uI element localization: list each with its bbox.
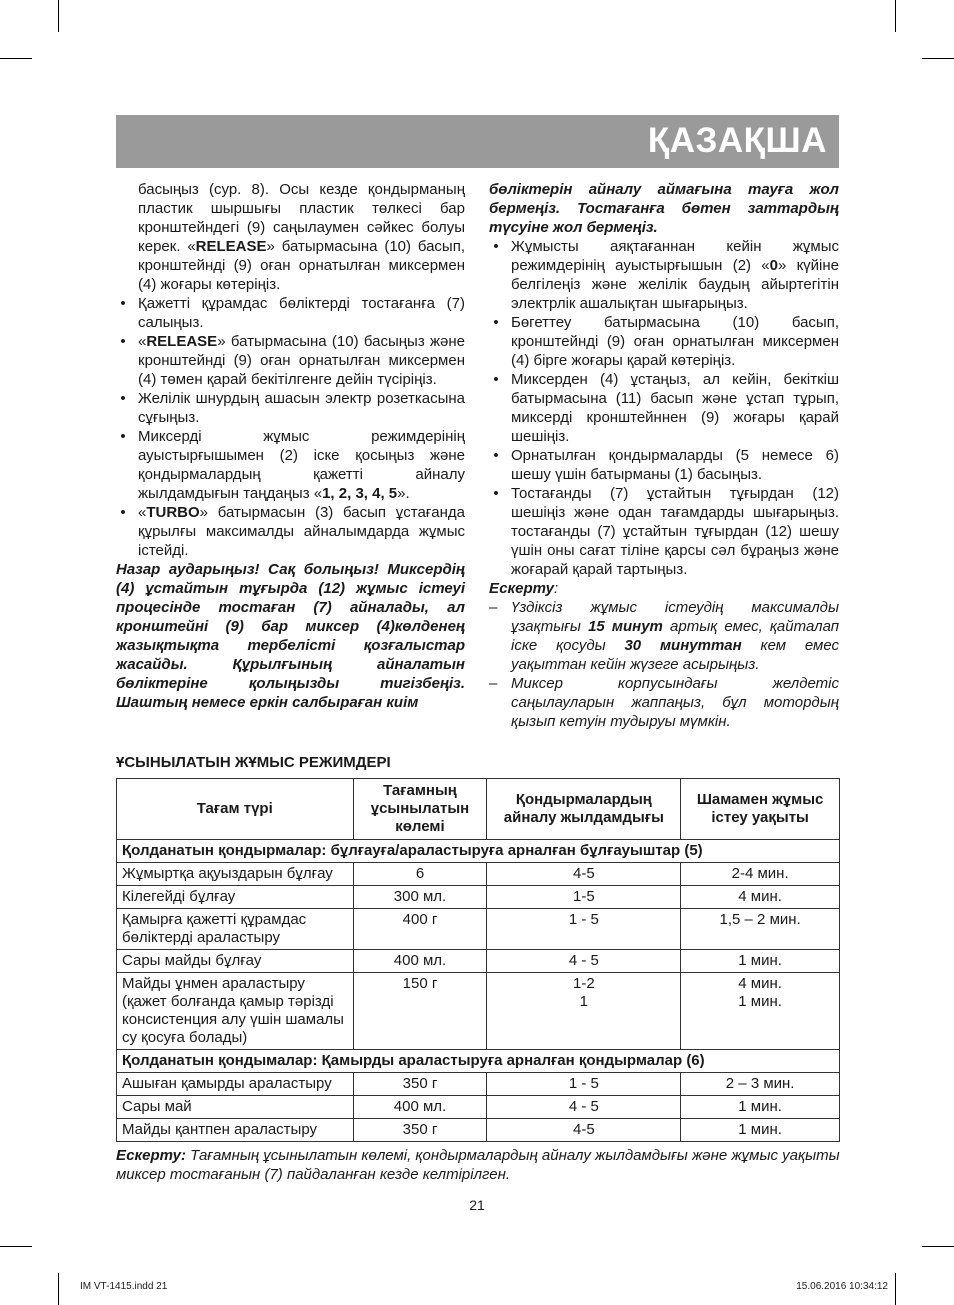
slug-timestamp: 15.06.2016 10:34:12 (796, 1281, 888, 1292)
table-footnote: Ескерту: Тағамның ұсынылатын көлемі, қондырмалардың айналу жылдамдығы және жұмыс уақыты миксер тостағанын (7) пайдаланған кезде келтірілген. (116, 1147, 840, 1183)
crop-mark (922, 58, 954, 59)
table-header-row (117, 779, 840, 840)
intro-paragraph: басыңыз (сур. 8). Осы кезде қондырманың пластик шыршығы пластик төлкесі бар кронштейндегі (9) саңылаумен сәйкес болуы керек. «RELEASE» батырмасына (10) басып, кронштейнді (9) оған орнатылған миксермен (4) жоғары көтеріңіз. (138, 181, 466, 293)
list-item: • Желілік шнурдың ашасын электр розеткасына сұғыңыз. (120, 390, 465, 426)
note-item: – Үздіксіз жұмыс істеудің максималды ұзақтығы 15 минут артық емес, қайталап іске қосуды 30 минуттан кем емес уақыттан кейін жүзеге асырыңыз. (489, 599, 840, 673)
crop-mark (922, 1246, 954, 1247)
table-row: Жұмыртқа ақуыздарын бұлғау 6 4-5 2-4 мин. (117, 863, 840, 886)
column-header: Шамамен жұмыс істеу уақыты (681, 779, 840, 840)
column-header: Тағамның ұсынылатын көлемі (353, 779, 487, 840)
list-item: • Орнатылған қондырмаларды (5 немесе 6) шешу үшін батырманы (1) басыңыз. (493, 447, 839, 483)
warning-paragraph: Назар аударыңыз! Сақ болыңыз! Миксердің (4) ұстайтын тұғырда (12) жұмыс істеуі процесінде тостаған (7) айналады, ал кронштейні (9) бар миксер (4)көлденең жазықтықта тербелісті қозғалыстар жасайды. Құрылғының айналатын бөліктеріне қолыңызды тигізбеңіз. Шаштың немесе еркін салбыраған киім (116, 561, 465, 711)
right-column (489, 180, 839, 731)
table-row: Сары май 400 мл. 4 - 5 1 мин. (117, 1096, 840, 1119)
slug-file-info: IM VT-1415.indd 21 (80, 1281, 168, 1292)
table-row: Қамырға қажетті құрамдас бөліктерді араластыру 400 г 1 - 5 1,5 – 2 мин. (117, 909, 840, 950)
crop-mark (895, 0, 896, 32)
crop-mark (58, 1273, 59, 1305)
note-heading: Ескерту: (489, 580, 559, 597)
list-item: • Миксерді жұмыс режимдерінің ауыстырғышымен (2) іске қосыңыз және қондырмалардың қажетті айналу жылдамдығын таңдаңыз «1, 2, 3, 4, 5». (120, 428, 465, 502)
table-row: Кілегейді бұлғау 300 мл. 1-5 4 мин. (117, 886, 840, 909)
modes-section-title: ҰСЫНЫЛАТЫН ЖҰМЫС РЕЖИМДЕРІ (116, 754, 391, 771)
language-header-bar (116, 115, 839, 168)
note-item: – Миксер корпусындағы желдетіс саңылауларын жаппаңыз, бұл мотордың қызып кетуін тудыруы мүмкін. (489, 675, 839, 730)
table-row: Сары майды бұлғау 400 мл. 4 - 5 1 мин. (117, 950, 840, 973)
crop-mark (895, 1273, 896, 1305)
list-item: • Бөгеттеу батырмасына (10) басып, кронштейнді (9) оған орнатылған миксермен (4) бірге жоғары қарай көтеріңіз. (493, 314, 839, 369)
table-row: Ашыған қамырды араластыру 350 г 1 - 5 2 – 3 мин. (117, 1073, 840, 1096)
list-item: • «RELEASE» батырмасына (10) басыңыз және кронштейнді (9) оған орнатылған миксермен (4) төмен қарай бекітілгенге дейін түсіріңіз. (120, 333, 465, 388)
left-column (116, 180, 465, 712)
column-header: Қондырмалардың айналу жылдамдығы (487, 779, 681, 840)
page-number: 21 (469, 1197, 485, 1213)
list-item: • Миксерден (4) ұстаңыз, ал кейін, бекіткіш батырмасына (11) басып және ұстап тұрып, миксерді кронштейннен (9) жоғары қарай шешіңіз. (493, 371, 839, 445)
crop-mark (0, 58, 32, 59)
table-row: Майды қантпен араластыру 350 г 4-5 1 мин. (117, 1119, 840, 1142)
table-row: Майды ұнмен араластыру (қажет болғанда қамыр тәрізді консистенция алу үшін шамалы су қосуға болады) 150 г 1-2 1 4 мин. 1 мин. (117, 973, 840, 1050)
language-title: ҚАЗАҚША (647, 121, 827, 160)
crop-mark (58, 0, 59, 32)
group-row: Қолданатын қондырмалар: бұлғауға/араластыруға арналған бұлғауыштар (5) (117, 840, 840, 863)
list-item: • Жұмысты аяқтағаннан кейін жұмыс режимдерінің ауыстырғышын (2) «0» күйіне белгілеңіз және желілік баудың айыртегітін электрлік ашалықтан шығарыңыз. (493, 238, 839, 312)
list-item: • «TURBO» батырмасын (3) басып ұстағанда құрылғы максималды айналымдарда жұмыс істейді. (120, 504, 465, 559)
modes-table (116, 778, 840, 1142)
crop-mark (0, 1246, 32, 1247)
column-header: Тағам түрі (117, 779, 354, 840)
warning-continuation: бөліктерін айналу аймағына тауға жол бермеңіз. Тостағанға бөтен заттардың түсуіне жол бермеңіз. (489, 181, 839, 236)
list-item: • Қажетті құрамдас бөліктерді тостағанға (7) салыңыз. (120, 295, 465, 331)
list-item: • Тостағанды (7) ұстайтын тұғырдан (12) шешіңіз және одан тағамдарды шығарыңыз. тостағанды (7) ұстайтын тұғырдан (12) шешу үшін оны сағат тіліне қарсы сәл бұраңыз және жоғарай қарай тартыңыз. (493, 485, 839, 578)
group-row: Қолданатын қондымалар: Қамырды араластыруға арналған қондырмалар (6) (117, 1050, 840, 1073)
